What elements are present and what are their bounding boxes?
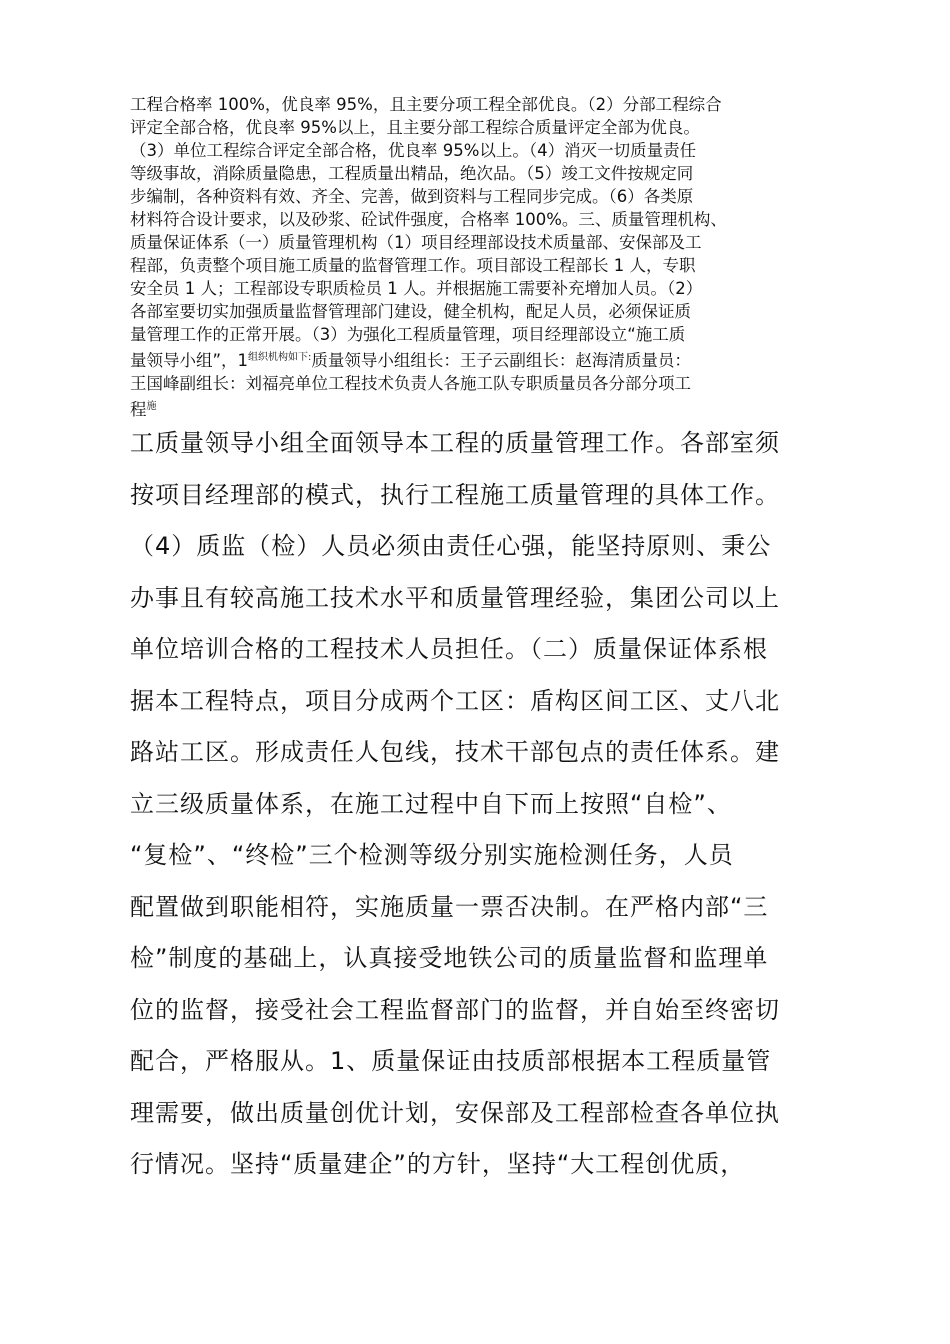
text-line: 据本工程特点，项目分成两个工区：盾构区间工区、丈八北	[130, 686, 780, 715]
large-text-block	[130, 418, 850, 1191]
text-line: 办事且有较高施工技术水平和质量管理经验，集团公司以上	[130, 583, 780, 612]
text-line: 量管理工作的正常开展。（3）为强化工程质量管理，项目经理部设立“施工质	[130, 325, 686, 344]
text-line: 步编制，各种资料有效、齐全、完善，做到资料与工程同步完成。（6）各类原	[130, 187, 694, 206]
text-line: 安全员 1 人；工程部设专职质检员 1 人。并根据施工需要补充增加人员。（2）	[130, 279, 703, 298]
text-segment: 量领导小组”，1	[130, 351, 249, 370]
text-line: 路站工区。形成责任人包线，技术干部包点的责任体系。建	[130, 738, 780, 766]
text-line: 材料符合设计要求，以及砂浆、砼试件强度，合格率 100%。三、质量管理机构、	[130, 210, 727, 229]
small-text-block	[130, 93, 830, 421]
text-line: 配合，严格服从。1、质量保证由技质部根据本工程质量管	[130, 1047, 772, 1075]
text-line: 王国峰副组长：刘福亮单位工程技术负责人各施工队专职质量员各分部分项工	[130, 374, 691, 393]
text-line: 质量保证体系（一）质量管理机构（1）项目经理部设技术质量部、安保部及工	[130, 233, 702, 252]
text-line: 工程合格率 100%，优良率 95%，且主要分项工程全部优良。（2）分部工程综合	[130, 95, 722, 114]
text-line: 工质量领导小组全面领导本工程的质量管理工作。各部室须	[130, 429, 780, 457]
superscript-note: 施	[146, 401, 157, 412]
text-line: 各部室要切实加强质量监督管理部门建设，健全机构，配足人员，必须保证质	[130, 302, 691, 321]
text-line: 等级事故，消除质量隐患，工程质量出精品，绝次品。（5）竣工文件按规定同	[130, 164, 694, 183]
text-line: 程部，负责整个项目施工质量的监督管理工作。项目部设工程部长 1 人，专职	[130, 256, 696, 275]
text-line: 检”制度的基础上，认真接受地铁公司的质量监督和监理单	[130, 944, 769, 972]
text-segment: 质量领导小组组长：王子云副组长：赵海清质量员：	[311, 351, 691, 370]
text-segment: 程	[130, 400, 147, 419]
text-line: 立三级质量体系，在施工过程中自下而上按照“自检”、	[130, 789, 732, 818]
text-line	[130, 346, 830, 372]
text-line: 配置做到职能相符，实施质量一票否决制。在严格内部“三	[130, 892, 769, 921]
text-line: 理需要，做出质量创优计划，安保部及工程部检查各单位执	[130, 1098, 780, 1127]
text-line: 评定全部合格，优良率 95%以上，且主要分部工程综合质量评定全部为优良。	[130, 118, 700, 137]
text-line: 位的监督，接受社会工程监督部门的监督，并自始至终密切	[130, 995, 780, 1024]
text-line: （4）质监（检）人员必须由责任心强，能坚持原则、秉公	[130, 532, 772, 560]
superscript-note: 组织机构如下:	[248, 352, 312, 363]
text-line: 单位培训合格的工程技术人员担任。（二）质量保证体系根	[130, 635, 768, 663]
text-line: 按项目经理部的模式，执行工程施工质量管理的具体工作。	[130, 480, 780, 509]
text-line: （3）单位工程综合评定全部合格，优良率 95%以上。（4）消灭一切质量责任	[130, 141, 697, 160]
text-line: 行情况。坚持“质量建企”的方针，坚持“大工程创优质，	[130, 1150, 746, 1178]
text-line: “复检”、“终检”三个检测等级分别实施检测任务，人员	[130, 841, 734, 869]
